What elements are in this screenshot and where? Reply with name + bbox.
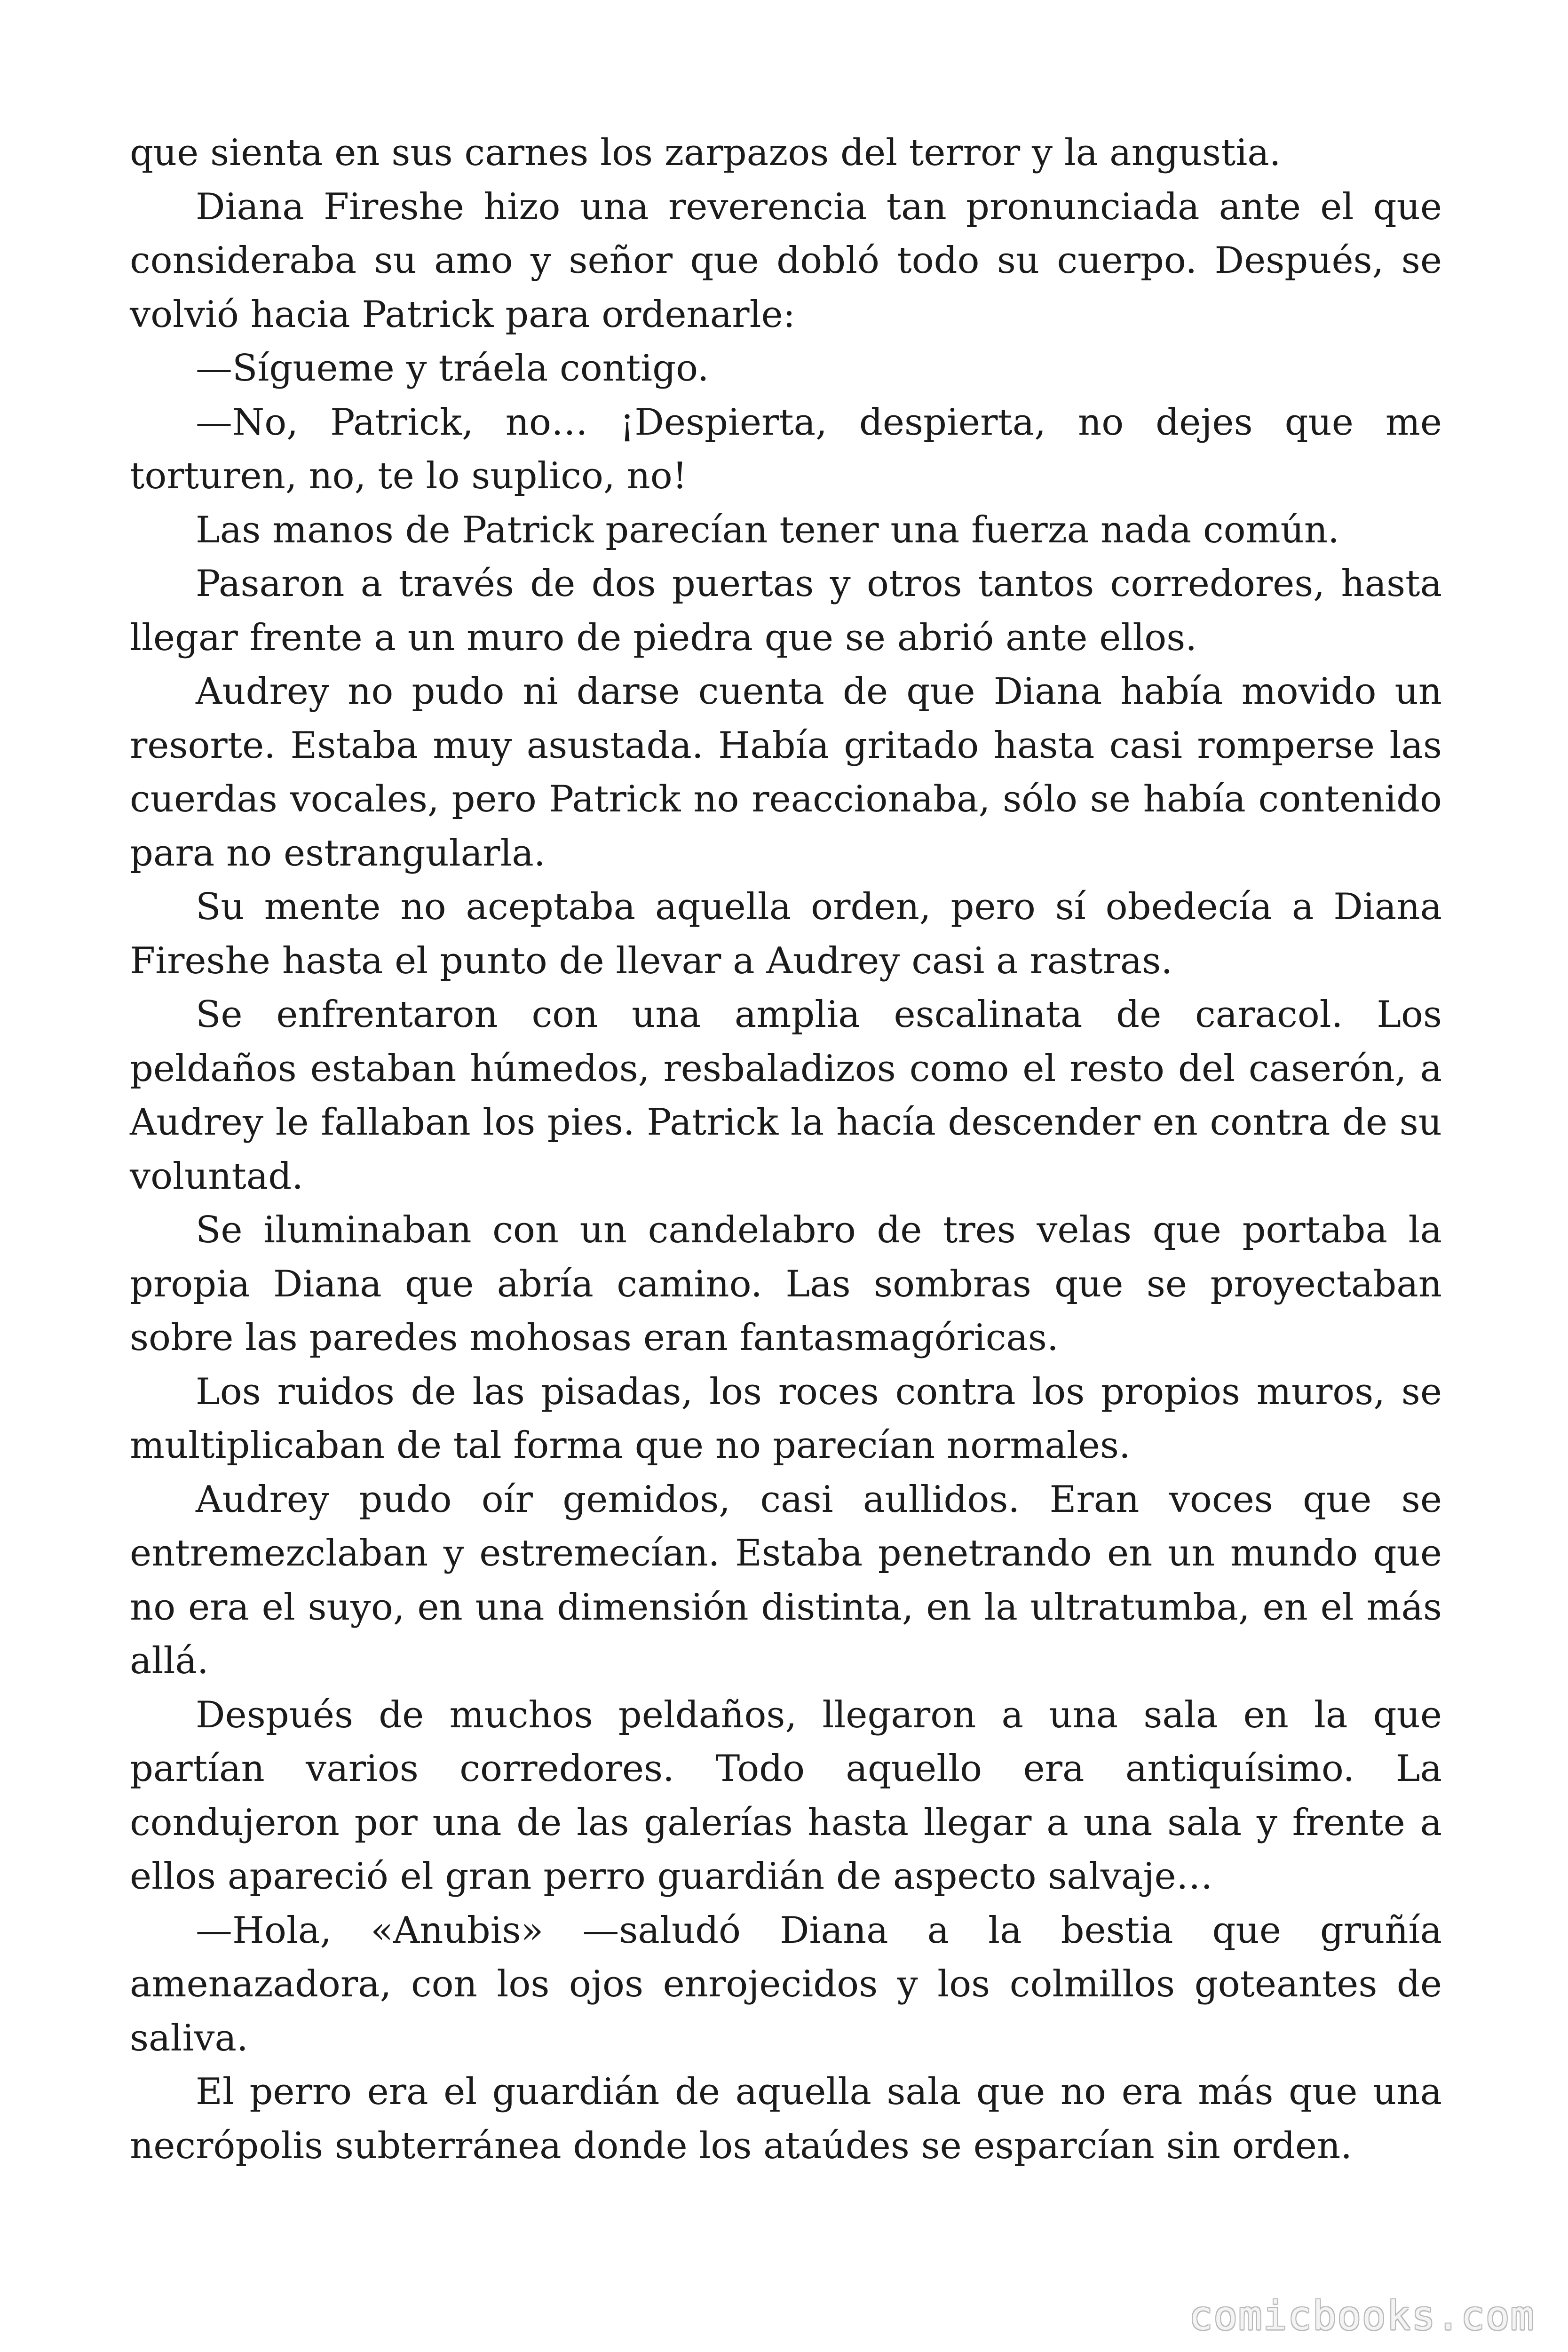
paragraph-12: Audrey pudo oír gemidos, casi aullidos. Eran voces que se entremezclaban y estremecían. Estaba penetrando en un mundo que no era el suyo, en una dimensión distinta, en la ultratumba, en el más allá. [130,1478,1442,1682]
paragraph-11: Los ruidos de las pisadas, los roces contra los propios muros, se multiplicaban de tal forma que no parecían normales. [130,1370,1442,1467]
paragraph-8: Su mente no aceptaba aquella orden, pero sí obedecía a Diana Fireshe hasta el punto de llevar a Audrey casi a rastras. [130,886,1442,982]
watermark: comicbooks.com [1188,2293,1535,2339]
paragraph-9: Se enfrentaron con una amplia escalinata de caracol. Los peldaños estaban húmedos, resbaladizos como el resto del caserón, a Audrey le fallaban los pies. Patrick la hacía descender en contra de su voluntad. [130,993,1442,1198]
paragraph-5: Las manos de Patrick parecían tener una fuerza nada común. [196,509,1339,551]
paragraph-14: —Hola, «Anubis» —saludó Diana a la bestia que gruñía amenazadora, con los ojos enrojecidos y los colmillos goteantes de saliva. [130,1909,1442,2059]
paragraph-3: —Sígueme y tráela contigo. [196,347,709,389]
paragraph-1: que sienta en sus carnes los zarpazos del terror y la angustia. [130,132,1281,174]
paragraph-10: Se iluminaban con un candelabro de tres velas que portaba la propia Diana que abría camino. Las sombras que se proyectaban sobre las paredes mohosas eran fantasmagóricas. [130,1209,1442,1359]
paragraph-2: Diana Fireshe hizo una reverencia tan pronunciada ante el que consideraba su amo y señor que dobló todo su cuerpo. Después, se volvió hacia Patrick para ordenarle: [130,185,1442,336]
paragraph-15: El perro era el guardián de aquella sala que no era más que una necrópolis subterránea donde los ataúdes se esparcían sin orden. [130,2071,1442,2167]
paragraph-13: Después de muchos peldaños, llegaron a una sala en la que partían varios corredores. Todo aquello era antiquísimo. La condujeron por una de las galerías hasta llegar a una sala y frente a ellos apareció el gran perro guardián de aspecto salvaje… [130,1693,1442,1898]
paragraph-4: —No, Patrick, no… ¡Despierta, despierta, no dejes que me torturen, no, te lo suplico, no! [130,401,1442,497]
paragraph-7: Audrey no pudo ni darse cuenta de que Diana había movido un resorte. Estaba muy asustada. Había gritado hasta casi romperse las cuerdas vocales, pero Patrick no reaccionaba, sólo se había contenido para no estrangularla. [130,670,1442,874]
paragraph-6: Pasaron a través de dos puertas y otros tantos corredores, hasta llegar frente a un muro de piedra que se abrió ante ellos. [130,563,1442,659]
page-text [130,126,1442,2173]
